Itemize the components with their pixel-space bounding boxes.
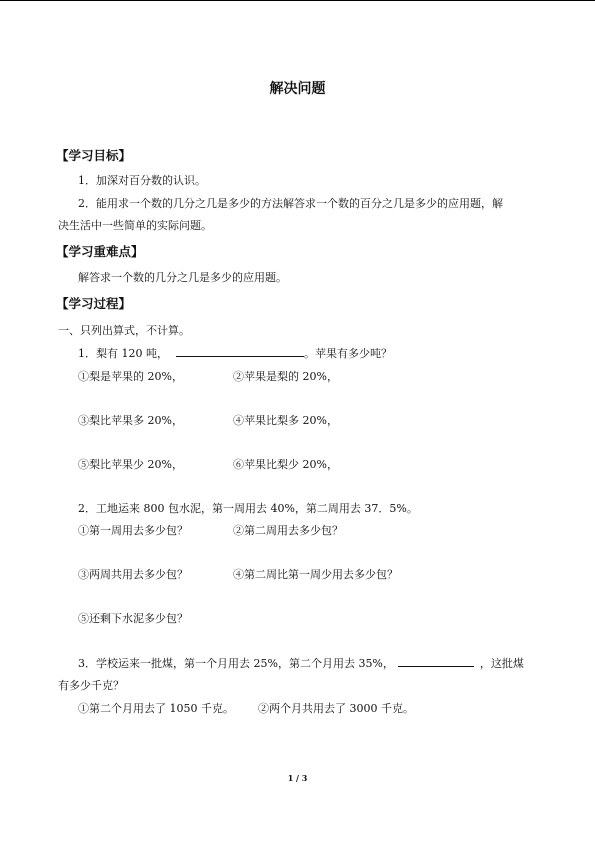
question-1-option-1: ①梨是苹果的 20%， — [78, 370, 183, 383]
page-number: 1 / 3 — [287, 773, 308, 783]
page-title: 解决问题 — [269, 81, 326, 97]
question-1-option-2: ②苹果是梨的 20%， — [233, 370, 338, 383]
question-1-stem-start: 1．梨有 120 吨， — [78, 347, 168, 360]
question-1-stem-end: 。苹果有多少吨？ — [304, 347, 392, 360]
question-3-option-2: ②两个月共用去了 3000 千克。 — [258, 702, 414, 715]
question-1-stem — [78, 346, 392, 362]
question-3-stem — [78, 656, 524, 672]
question-2-option-5: ⑤还剩下水泥多少包？ — [78, 612, 188, 625]
question-1-option-5: ⑤梨比苹果少 20%， — [78, 458, 183, 471]
key-points-text: 解答求一个数的几分之几是多少的应用题。 — [78, 271, 287, 284]
question-3-option-1: ①第二个月用去了 1050 千克。 — [78, 702, 234, 715]
question-3-stem-start: 3．学校运来一批煤，第一个月用去 25%，第二个月用去 35%， — [78, 657, 394, 670]
goal-item-1: 1．加深对百分数的认识。 — [78, 174, 206, 187]
question-2-stem: 2．工地运来 800 包水泥，第一周用去 40%，第二周用去 37．5%。 — [78, 502, 418, 515]
key-points-heading: 【学习重难点】 — [56, 244, 144, 259]
question-1-option-6: ⑥苹果比梨少 20%， — [233, 458, 338, 471]
part1-intro: 一、只列出算式，不计算。 — [58, 324, 190, 337]
goal-item-2-line-1: 2．能用求一个数的几分之几是多少的方法解答求一个数的百分之几是多少的应用题，解 — [78, 197, 503, 210]
question-3-blank[interactable] — [398, 656, 474, 667]
question-2-option-2: ②第二周用去多少包？ — [233, 524, 343, 537]
question-3-stem-end: ，这批煤 — [479, 657, 524, 670]
question-2-option-4: ④第二周比第一周少用去多少包？ — [233, 568, 398, 581]
question-3-stem-line-2: 有多少千克？ — [58, 679, 124, 692]
question-1-option-3: ③梨比苹果多 20%， — [78, 414, 183, 427]
question-2-option-3: ③两周共用去多少包？ — [78, 568, 188, 581]
top-border-line — [0, 0, 595, 1]
goal-item-2-line-2: 决生活中一些简单的实际问题。 — [58, 219, 212, 232]
process-heading: 【学习过程】 — [56, 296, 132, 311]
question-1-option-4: ④苹果比梨多 20%， — [233, 414, 338, 427]
goals-heading: 【学习目标】 — [56, 148, 132, 163]
question-1-blank[interactable] — [176, 346, 304, 357]
question-2-option-1: ①第一周用去多少包？ — [78, 524, 188, 537]
